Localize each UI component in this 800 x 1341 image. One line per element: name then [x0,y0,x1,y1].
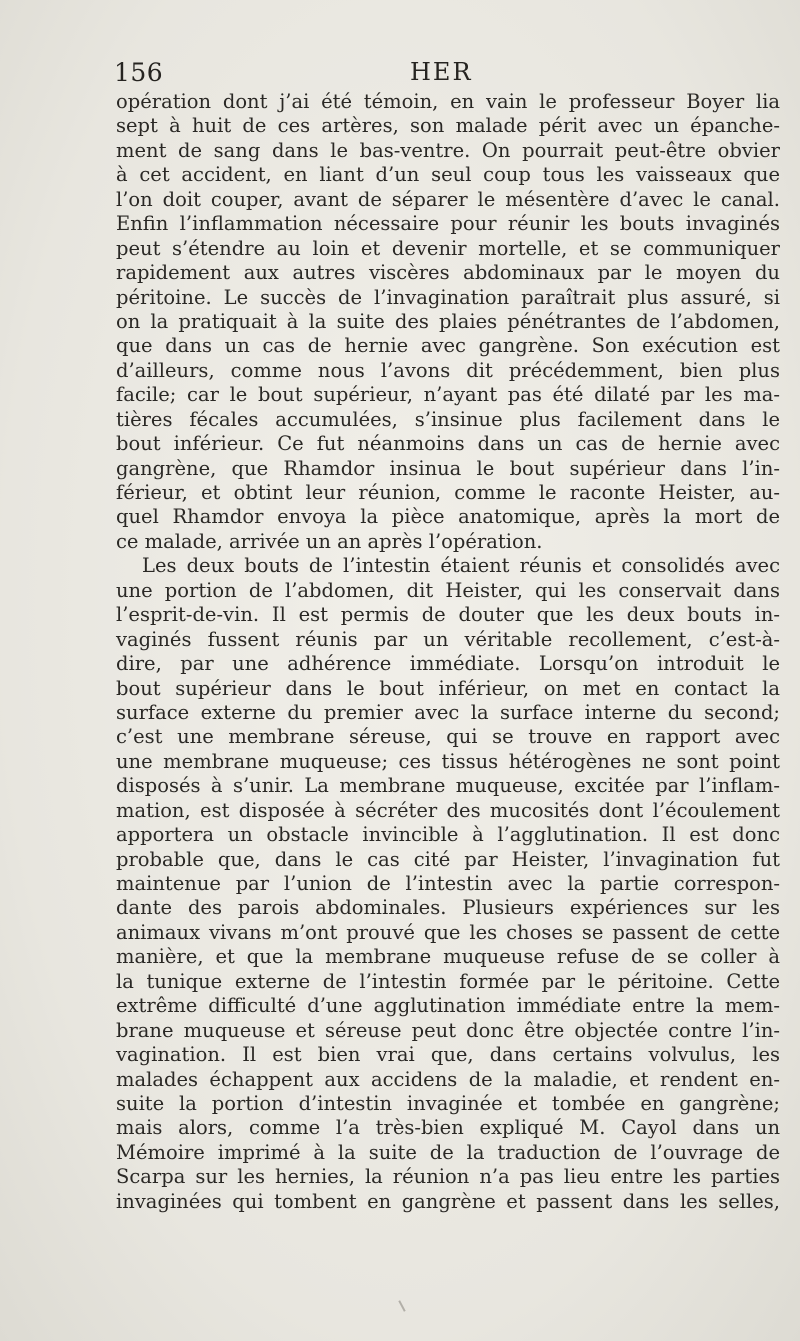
text-line: c’est une membrane séreuse, qui se trouve en rapport avec [116,725,780,749]
text-line: bout supérieur dans le bout inférieur, on met en contact la [116,676,780,700]
text-line: bout inférieur. Ce fut néanmoins dans un cas de hernie avec [116,432,780,456]
text-line: extrême difficulté d’une agglutination immédiate entre la mem- [116,994,780,1018]
text-line: opération dont j’ai été témoin, en vain le professeur Boyer lia [116,90,780,113]
text-line: mation, est disposée à sécréter des mucosités dont l’écoulement [116,798,780,822]
body-text [116,90,780,1214]
text-line: Les deux bouts de l’intestin étaient réunis et consolidés avec [142,554,780,578]
text-line: une membrane muqueuse; ces tissus hétérogènes ne sont point [116,749,780,773]
page-header [114,58,764,92]
text-line: férieur, et obtint leur réunion, comme le raconte Heister, au- [116,481,780,504]
text-line: maintenue par l’union de l’intestin avec la partie correspon- [116,872,780,895]
paragraph-1 [116,90,780,554]
text-line: Enfin l’inflammation nécessaire pour réunir les bouts invaginés [116,212,780,236]
text-line: tières fécales accumulées, s’insinue plus facilement dans le [116,407,780,431]
text-line: péritoine. Le succès de l’invagination paraîtrait plus assuré, si [116,285,780,309]
text-line: brane muqueuse et séreuse peut donc être objectée contre l’in- [116,1018,780,1042]
text-line: Scarpa sur les hernies, la réunion n’a pas lieu entre les parties [116,1165,780,1189]
text-line: ce malade, arrivée un an après l’opération. [116,529,543,553]
text-line: manière, et que la membrane muqueuse refuse de se coller à [116,945,780,969]
text-line: sept à huit de ces artères, son malade périt avec un épanche- [116,114,780,138]
text-line: ment de sang dans le bas-ventre. On pourrait peut-être obvier [116,138,780,162]
text-line: gangrène, que Rhamdor insinua le bout supérieur dans l’in- [116,456,780,480]
text-line: vaginés fussent réunis par un véritable recollement, c’est-à- [116,627,780,651]
text-line: une portion de l’abdomen, dit Heister, qui les conservait dans [116,578,780,602]
text-line: peut s’étendre au loin et devenir mortelle, et se communiquer [116,236,780,260]
text-line: dire, par une adhérence immédiate. Lorsqu’on introduit le [116,652,780,676]
text-line: l’on doit couper, avant de séparer le mésentère d’avec le canal. [116,187,780,211]
text-line: suite la portion d’intestin invaginée et tombée en gangrène; [116,1091,780,1115]
text-line: rapidement aux autres viscères abdominaux par le moyen du [116,261,780,285]
text-line: apportera un obstacle invincible à l’agglutination. Il est donc [116,823,780,847]
text-line: la tunique externe de l’intestin formée par le péritoine. Cette [116,969,780,993]
text-line: animaux vivans m’ont prouvé que les choses se passent de cette [116,920,780,944]
page-number: 156 [114,58,164,87]
text-line: à cet accident, en liant d’un seul coup tous les vaisseaux que [116,163,780,187]
paragraph-2 [116,554,780,1214]
text-line: disposés à s’unir. La membrane muqueuse, excitée par l’inflam- [116,774,780,798]
running-head: HER [410,58,473,86]
text-line: l’esprit-de-vin. Il est permis de douter que les deux bouts in- [116,603,780,627]
text-line: on la pratiquait à la suite des plaies pénétrantes de l’abdomen, [116,309,780,333]
text-line: invaginées qui tombent en gangrène et passent dans les selles, [116,1189,780,1213]
text-line: mais alors, comme l’a très-bien expliqué M. Cayol dans un [116,1116,780,1140]
text-line: que dans un cas de hernie avec gangrène. Son exécution est [116,334,780,358]
text-line: dante des parois abdominales. Plusieurs expériences sur les [116,896,780,920]
text-line: probable que, dans le cas cité par Heister, l’invagination fut [116,847,780,871]
text-line: d’ailleurs, comme nous l’avons dit précédemment, bien plus [116,358,780,382]
text-line: vagination. Il est bien vrai que, dans certains volvulus, les [116,1043,780,1067]
text-line: malades échappent aux accidens de la maladie, et rendent en- [116,1067,780,1091]
ink-mark [398,1300,405,1312]
text-line: Mémoire imprimé à la suite de la traduction de l’ouvrage de [116,1140,780,1164]
text-line: facile; car le bout supérieur, n’ayant pas été dilaté par les ma- [116,383,780,407]
text-line: quel Rhamdor envoya la pièce anatomique, après la mort de [116,505,780,529]
text-line: surface externe du premier avec la surface interne du second; [116,700,780,724]
